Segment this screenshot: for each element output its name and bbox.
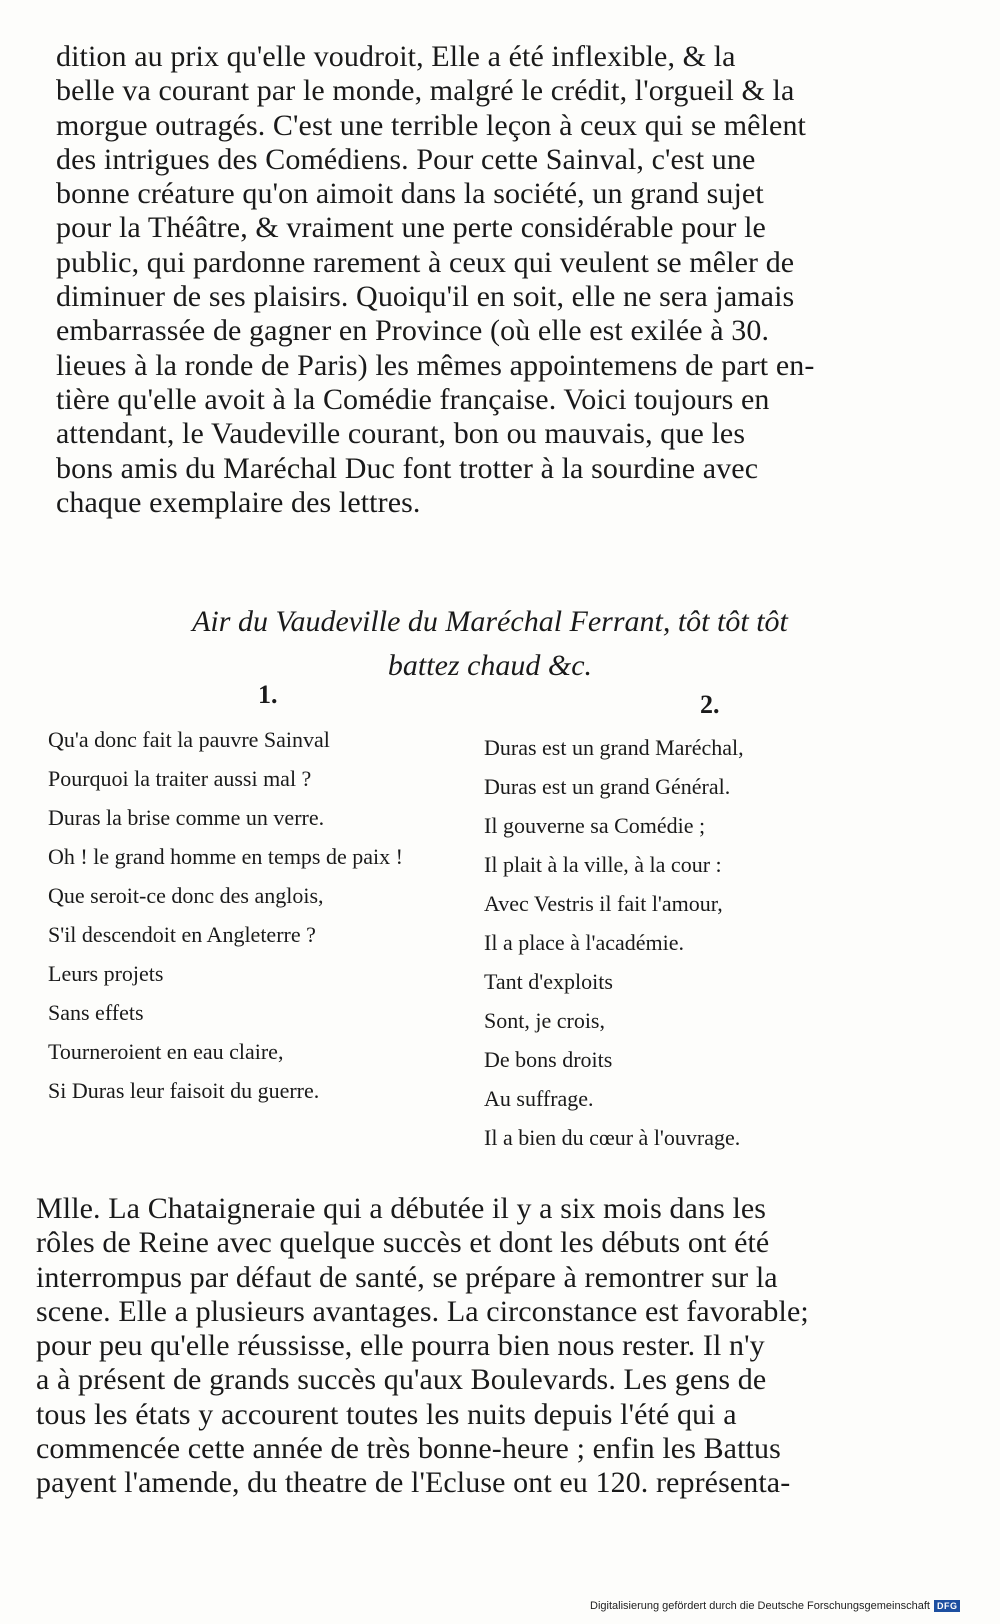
text-line: pour peu qu'elle réussisse, elle pourra bien nous rester. Il n'y — [36, 1329, 765, 1363]
verse-line: Si Duras leur faisoit du guerre. — [48, 1078, 320, 1103]
text-line: tous les états y accourent toutes les nuits depuis l'été qui a — [36, 1397, 737, 1431]
verse-line: Qu'a donc fait la pauvre Sainval — [48, 727, 330, 752]
text-line: rôles de Reine avec quelque succès et dont les débuts ont été — [36, 1226, 770, 1260]
footer-text: Digitalisierung gefördert durch die Deutsche Forschungsgemeinschaft — [590, 1600, 930, 1612]
text-line: chaque exemplaire des lettres. — [56, 485, 421, 519]
verse-line: De bons droits — [484, 1047, 613, 1072]
verse-line: Il a bien du cœur à l'ouvrage. — [484, 1125, 741, 1150]
text-line: embarrassée de gagner en Province (où elle est exilée à 30. — [56, 314, 770, 348]
digitization-footer — [590, 1600, 960, 1612]
verse-line: S'il descendoit en Angleterre ? — [48, 922, 316, 947]
verse-column-2 — [484, 728, 744, 1157]
verse-column-1 — [48, 720, 403, 1110]
text-line: diminuer de ses plaisirs. Quoiqu'il en soit, elle ne sera jamais — [56, 280, 795, 314]
text-line: public, qui pardonne rarement à ceux qui veulent se mêler de — [56, 245, 795, 279]
verse-line: Il a place à l'académie. — [484, 930, 684, 955]
verse-line: Que seroit-ce donc des anglois, — [48, 883, 324, 908]
text-line: dition au prix qu'elle voudroit, Elle a été inflexible, & la — [56, 40, 736, 73]
text-line: tière qu'elle avoit à la Comédie française. Voici toujours en — [56, 382, 770, 416]
verse-line: Il gouverne sa Comédie ; — [484, 813, 706, 838]
verse-line: Sont, je crois, — [484, 1008, 605, 1033]
text-line: morgue outragés. C'est une terrible leçon à ceux qui se mêlent — [56, 108, 806, 142]
text-line: attendant, le Vaudeville courant, bon ou mauvais, que les — [56, 417, 746, 451]
verse-line: Sans effets — [48, 1000, 144, 1025]
text-line: payent l'amende, du theatre de l'Ecluse ont eu 120. représenta- — [36, 1466, 791, 1500]
song-title — [120, 600, 860, 688]
verse-line: Duras est un grand Général. — [484, 774, 731, 799]
verse-line: Tant d'exploits — [484, 969, 613, 994]
verse-line: Il plait à la ville, à la cour : — [484, 852, 722, 877]
verse-line: Au suffrage. — [484, 1086, 594, 1111]
text-line: bons amis du Maréchal Duc font trotter à la sourdine avec — [56, 451, 759, 485]
text-line: a à présent de grands succès qu'aux Boulevards. Les gens de — [36, 1363, 767, 1397]
song-title-line: battez chaud &c. — [387, 649, 593, 682]
verse-line: Duras est un grand Maréchal, — [484, 735, 744, 760]
verse-line: Tourneroient en eau claire, — [48, 1039, 284, 1064]
text-line: pour la Théâtre, & vraiment une perte considérable pour le — [56, 211, 766, 245]
text-line: des intrigues des Comédiens. Pour cette Sainval, c'est une — [56, 142, 756, 176]
text-line: commencée cette année de très bonne-heure ; enfin les Battus — [36, 1432, 781, 1466]
text-line: scene. Elle a plusieurs avantages. La circonstance est favorable; — [36, 1294, 809, 1328]
verse-number: 1. — [258, 680, 278, 709]
verse-line: Pourquoi la traiter aussi mal ? — [48, 766, 312, 791]
verse-line: Avec Vestris il fait l'amour, — [484, 891, 723, 916]
verse-line: Duras la brise comme un verre. — [48, 805, 325, 830]
text-line: interrompus par défaut de santé, se prépare à remontrer sur la — [36, 1260, 778, 1294]
paragraph-top — [56, 40, 936, 520]
text-line: belle va courant par le monde, malgré le crédit, l'orgueil & la — [56, 74, 795, 108]
verse-number: 2. — [700, 690, 720, 719]
text-line: lieues à la ronde de Paris) les mêmes appointemens de part en- — [56, 348, 815, 382]
verse-line: Leurs projets — [48, 961, 164, 986]
verse-line: Oh ! le grand homme en temps de paix ! — [48, 844, 403, 869]
text-line: bonne créature qu'on aimoit dans la société, un grand sujet — [56, 177, 764, 211]
dfg-logo: DFG — [934, 1600, 961, 1612]
paragraph-bottom — [36, 1192, 946, 1501]
song-title-line: Air du Vaudeville du Maréchal Ferrant, tôt tôt tôt — [192, 605, 788, 638]
text-line: Mlle. La Chataigneraie qui a débutée il y a six mois dans les — [36, 1192, 767, 1225]
